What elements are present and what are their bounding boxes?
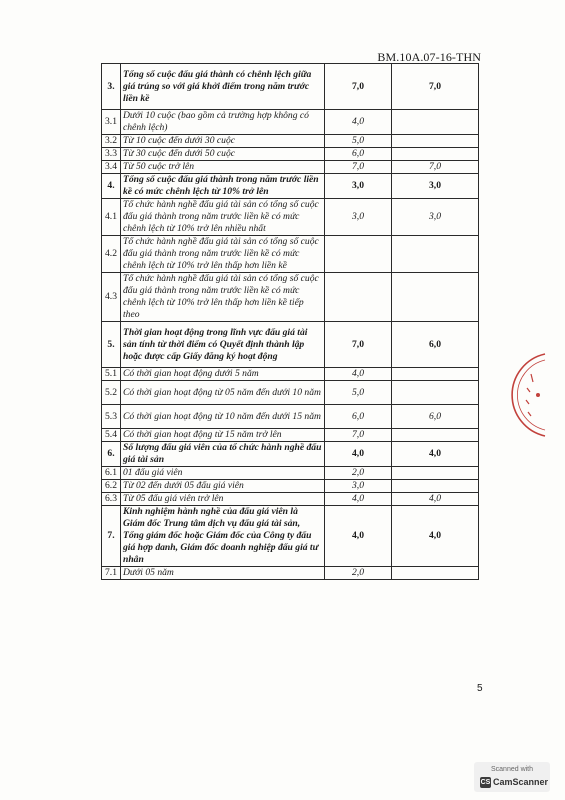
- criterion-number: 4.2: [102, 236, 121, 273]
- max-score: 3,0: [325, 480, 392, 493]
- criterion-content: Có thời gian hoạt động từ 15 năm trở lên: [121, 429, 325, 442]
- form-code: BM.10A.07-16-THN: [377, 50, 481, 64]
- awarded-score: 3,0: [392, 174, 479, 199]
- scanned-with-label: Scanned with: [490, 766, 534, 773]
- awarded-score: [392, 236, 479, 273]
- criterion-content: Kinh nghiệm hành nghề của đấu giá viên là Giám đốc Trung tâm dịch vụ đấu giá tài sản, Tổng giám đốc hoặc Giám đốc của Công ty đấu giá hợp danh, Giám đốc doanh nghiệp đấu giá tư nhân: [121, 506, 325, 567]
- table-row: [102, 467, 479, 480]
- camscanner-watermark: [474, 762, 550, 792]
- table-row: [102, 493, 479, 506]
- criterion-content: Từ 30 cuộc đến dưới 50 cuộc: [121, 148, 325, 161]
- awarded-score: 4,0: [392, 506, 479, 567]
- table-row: [102, 442, 479, 467]
- awarded-score: [392, 368, 479, 381]
- table-row: [102, 236, 479, 273]
- awarded-score: [392, 567, 479, 580]
- table-row: [102, 64, 479, 110]
- awarded-score: [392, 381, 479, 405]
- criterion-content: Tổng số cuộc đấu giá thành trong năm trước liền kề có mức chênh lệch từ 10% trở lên: [121, 174, 325, 199]
- awarded-score: [392, 110, 479, 135]
- max-score: 2,0: [325, 567, 392, 580]
- camscanner-brand: CamScanner: [493, 777, 549, 787]
- criterion-content: Tổng số cuộc đấu giá thành có chênh lệch giữa giá trúng so với giá khởi điểm trong năm trước liền kề: [121, 64, 325, 110]
- table-row: [102, 199, 479, 236]
- awarded-score: 7,0: [392, 64, 479, 110]
- criterion-number: 3.4: [102, 161, 121, 174]
- criterion-content: 01 đấu giá viên: [121, 467, 325, 480]
- criterion-content: Có thời gian hoạt động từ 10 năm đến dưới 15 năm: [121, 405, 325, 429]
- table-row: [102, 148, 479, 161]
- max-score: 4,0: [325, 493, 392, 506]
- max-score: 7,0: [325, 429, 392, 442]
- max-score: 7,0: [325, 161, 392, 174]
- criterion-number: 4.1: [102, 199, 121, 236]
- table-row: [102, 161, 479, 174]
- max-score: 6,0: [325, 148, 392, 161]
- table-row: [102, 273, 479, 322]
- awarded-score: [392, 273, 479, 322]
- table-row: [102, 368, 479, 381]
- awarded-score: [392, 148, 479, 161]
- criterion-number: 7.: [102, 506, 121, 567]
- criterion-number: 3.2: [102, 135, 121, 148]
- max-score: 7,0: [325, 64, 392, 110]
- table-row: [102, 135, 479, 148]
- criterion-content: Dưới 10 cuộc (bao gồm cả trường hợp không có chênh lệch): [121, 110, 325, 135]
- awarded-score: 4,0: [392, 493, 479, 506]
- awarded-score: 6,0: [392, 322, 479, 368]
- criterion-content: Tổ chức hành nghề đấu giá tài sản có tổng số cuộc đấu giá thành trong năm trước liền kề có mức chênh lệch từ 10% trở lên thấp hơn liền kề: [121, 236, 325, 273]
- criterion-content: Dưới 05 năm: [121, 567, 325, 580]
- criterion-content: Tổ chức hành nghề đấu giá tài sản có tổng số cuộc đấu giá thành trong năm trước liền kề có mức chênh lệch từ 10% trở lên nhiều nhất: [121, 199, 325, 236]
- max-score: [325, 236, 392, 273]
- table-row: [102, 567, 479, 580]
- criterion-content: Tổ chức hành nghề đấu giá tài sản có tổng số cuộc đấu giá thành trong năm trước liền kề có mức chênh lệch từ 10% trở lên thấp hơn liền kề tiếp theo: [121, 273, 325, 322]
- criterion-content: Từ 50 cuộc trở lên: [121, 161, 325, 174]
- criterion-number: 6.1: [102, 467, 121, 480]
- max-score: 4,0: [325, 110, 392, 135]
- table-row: [102, 429, 479, 442]
- criterion-content: Từ 10 cuộc đến dưới 30 cuộc: [121, 135, 325, 148]
- criterion-number: 5.4: [102, 429, 121, 442]
- criterion-number: 3.: [102, 64, 121, 110]
- scoring-table: [101, 63, 479, 580]
- max-score: 5,0: [325, 381, 392, 405]
- scoring-table-body: [102, 64, 479, 580]
- criterion-number: 6.2: [102, 480, 121, 493]
- criterion-number: 3.1: [102, 110, 121, 135]
- criterion-number: 4.: [102, 174, 121, 199]
- criterion-content: Có thời gian hoạt động từ 05 năm đến dưới 10 năm: [121, 381, 325, 405]
- awarded-score: 7,0: [392, 161, 479, 174]
- table-row: [102, 381, 479, 405]
- max-score: 2,0: [325, 467, 392, 480]
- criterion-number: 3.3: [102, 148, 121, 161]
- max-score: [325, 273, 392, 322]
- criterion-number: 5.1: [102, 368, 121, 381]
- max-score: 5,0: [325, 135, 392, 148]
- criterion-content: Số lượng đấu giá viên của tổ chức hành nghề đấu giá tài sản: [121, 442, 325, 467]
- table-row: [102, 405, 479, 429]
- criterion-number: 7.1: [102, 567, 121, 580]
- page-number: 5: [477, 683, 483, 694]
- awarded-score: [392, 429, 479, 442]
- table-row: [102, 506, 479, 567]
- awarded-score: [392, 135, 479, 148]
- criterion-content: Từ 02 đến dưới 05 đấu giá viên: [121, 480, 325, 493]
- max-score: 7,0: [325, 322, 392, 368]
- criterion-number: 5.: [102, 322, 121, 368]
- awarded-score: 6,0: [392, 405, 479, 429]
- camscanner-logo-icon: CS: [480, 779, 491, 786]
- table-row: [102, 110, 479, 135]
- awarded-score: 3,0: [392, 199, 479, 236]
- criterion-number: 6.3: [102, 493, 121, 506]
- max-score: 4,0: [325, 368, 392, 381]
- table-row: [102, 322, 479, 368]
- criterion-content: Từ 05 đấu giá viên trở lên: [121, 493, 325, 506]
- red-stamp-seal: [505, 352, 549, 438]
- criterion-number: 4.3: [102, 273, 121, 322]
- table-row: [102, 174, 479, 199]
- criterion-number: 5.2: [102, 381, 121, 405]
- max-score: 4,0: [325, 442, 392, 467]
- max-score: 6,0: [325, 405, 392, 429]
- max-score: 3,0: [325, 174, 392, 199]
- criterion-number: 5.3: [102, 405, 121, 429]
- table-row: [102, 480, 479, 493]
- criterion-number: 6.: [102, 442, 121, 467]
- max-score: 4,0: [325, 506, 392, 567]
- max-score: 3,0: [325, 199, 392, 236]
- criterion-content: Có thời gian hoạt động dưới 5 năm: [121, 368, 325, 381]
- awarded-score: [392, 467, 479, 480]
- criterion-content: Thời gian hoạt động trong lĩnh vực đấu giá tài sản tính từ thời điểm có Quyết định thành lập hoặc được cấp Giấy đăng ký hoạt động: [121, 322, 325, 368]
- awarded-score: 4,0: [392, 442, 479, 467]
- awarded-score: [392, 480, 479, 493]
